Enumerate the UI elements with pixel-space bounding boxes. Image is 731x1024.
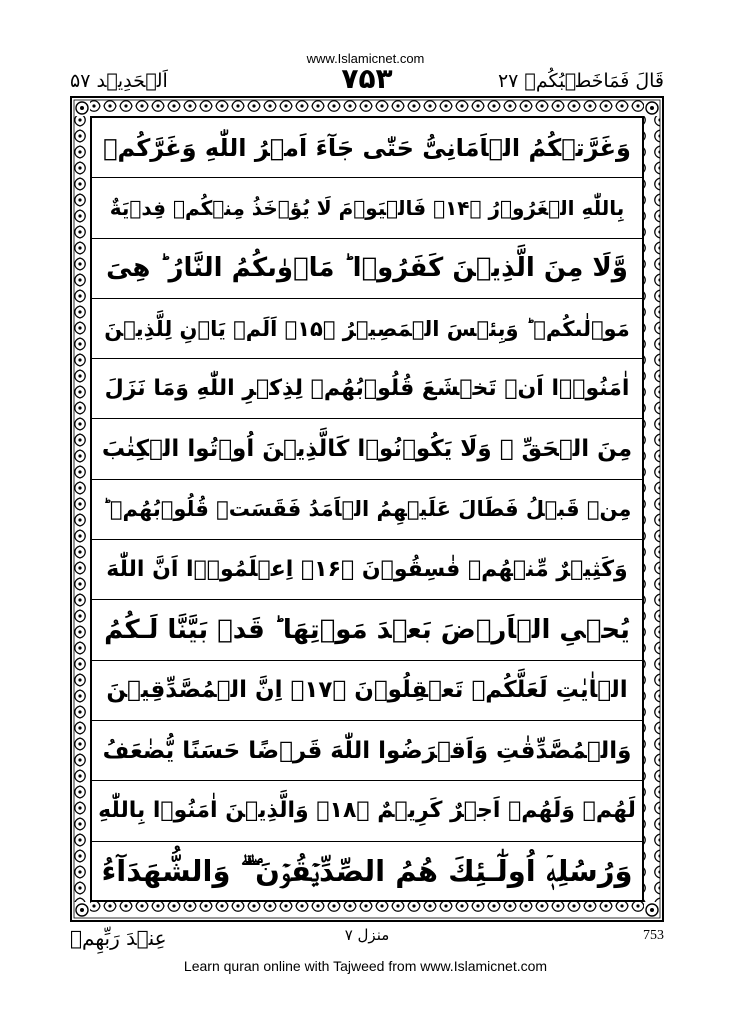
verse-line: الۡاٰيٰتِ لَعَلَّكُمۡ تَعۡقِلُوۡنَ ﴿۱۷﴾ اِنَّ الۡمُصَّدِّقِيۡنَ xyxy=(92,661,642,721)
quran-text-panel xyxy=(90,116,644,902)
page-footer xyxy=(70,922,664,958)
verse-line: مِنَ الۡحَقِّ ۙ وَلَا يَكُوۡنُوۡا كَالَّذِيۡنَ اُوۡتُوا الۡكِتٰبَ xyxy=(92,420,642,480)
verse-line: بِاللّٰهِ الۡغَرُوۡرُ ﴿۱۴﴾ فَالۡيَوۡمَ لَا يُؤۡخَذُ مِنۡكُمۡ فِدۡيَةٌ xyxy=(92,178,642,238)
verse-line: وَرُسُلِهٖۤ اُولٰٓـئِكَ هُمُ الصِّدِّيۡقُوۡنَ ۖ ۗ وَالشُّهَدَآءُ xyxy=(101,854,633,889)
page-header xyxy=(70,62,664,96)
verse-line: وَكَثِيۡرٌ مِّنۡهُمۡ فٰسِقُوۡنَ ﴿۱۶﴾ اِعۡلَمُوۡۤا اَنَّ اللّٰهَ xyxy=(92,540,642,600)
surah-name: اَلۡحَدِيۡد ۵۷ xyxy=(70,70,168,92)
page-number-arabic: ۷۵۳ xyxy=(341,62,393,95)
bottom-banner: Learn quran online with Tajweed from www.Islamicnet.com xyxy=(183,958,548,974)
manzil-label: منزل ۷ xyxy=(344,926,390,944)
verse-line: مَوۡلٰٮكُمۡ ؕ وَبِئۡسَ الۡمَصِيۡرُ ﴿۱۵﴾ اَلَمۡ يَاۡنِ لِلَّذِيۡنَ xyxy=(92,299,642,359)
juz-name: قَالَ فَمَاخَطۡبُكُمۡ ۲۷ xyxy=(497,70,664,92)
catchword: عِنۡدَ رَبِّهِمۡ xyxy=(70,926,167,950)
verse-line: وَّلَا مِنَ الَّذِيۡنَ كَفَرُوۡا ؕ مَاۡوٰٮكُمُ النَّارُ ؕ هِىَ xyxy=(92,239,642,299)
verse-line: اٰمَنُوۡۤا اَنۡ تَخۡشَعَ قُلُوۡبُهُمۡ لِذِكۡرِ اللّٰهِ وَمَا نَزَلَ xyxy=(92,359,642,419)
verse-line: يُحۡىِ الۡاَرۡضَ بَعۡدَ مَوۡتِهَا ؕ قَدۡ بَيَّنَّا لَـكُمُ xyxy=(92,600,642,660)
page-number-latin: 753 xyxy=(643,928,664,943)
verse-line: وَغَرَّتۡكُمُ الۡاَمَانِىُّ حَتّٰى جَآءَ اَمۡرُ اللّٰهِ وَغَرَّكُمۡ xyxy=(92,118,642,178)
site-url: www.Islamicnet.com xyxy=(306,51,425,66)
verse-line: لَهُمۡ وَلَهُمۡ اَجۡرٌ كَرِيۡمٌ ﴿۱۸﴾ وَالَّذِيۡنَ اٰمَنُوۡا بِاللّٰهِ xyxy=(92,781,642,841)
ornamental-frame xyxy=(70,96,664,922)
verse-line: مِنۡ قَبۡلُ فَطَالَ عَلَيۡهِمُ الۡاَمَدُ فَقَسَتۡ قُلُوۡبُهُمۡ ؕ xyxy=(92,480,642,540)
verse-line: وَالۡمُصَّدِّقٰتِ وَاَقۡرَضُوا اللّٰهَ قَرۡضًا حَسَنًا يُّضٰعَفُ xyxy=(92,721,642,781)
